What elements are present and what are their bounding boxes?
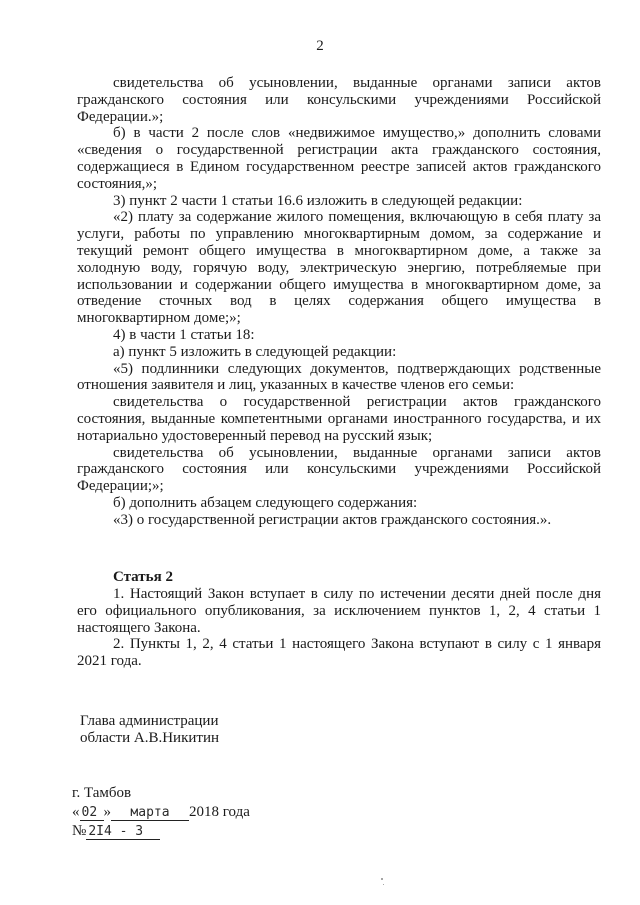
open-quote: «	[72, 804, 80, 820]
document-number: 2I4 - 3	[86, 824, 160, 840]
signature-title: Глава администрации	[80, 713, 219, 729]
paragraph: 1. Настоящий Закон вступает в силу по истечении десяти дней после дня его официального опубликования, за исключением пунктов 1, 2, 4 статьи 1 настоящего Закона.	[77, 586, 601, 636]
scan-speck	[383, 884, 384, 885]
date-day: 02	[80, 805, 104, 821]
city: г. Тамбов	[72, 785, 132, 801]
paragraph: б) в части 2 после слов «недвижимое имущество,» дополнить словами «сведения о государственной регистрации акта гражданского состояния, содержащиеся в Едином государственном реестре записей актов гражданского состояния,»;	[77, 125, 601, 192]
scan-speck	[381, 878, 383, 880]
page-number: 2	[316, 38, 324, 54]
date-line	[72, 803, 250, 821]
date-month: марта	[111, 805, 189, 821]
close-quote: »	[103, 804, 111, 820]
paragraph: свидетельства об усыновлении, выданные органами записи актов гражданского состояния или консульскими учреждениями Российской Федерации;»;	[77, 444, 601, 495]
paragraph: свидетельства о государственной регистрации актов гражданского состояния, выданные компетентными органами иностранного государства, и их нотариально удостоверенный перевод на русский язык;	[77, 394, 601, 444]
date-year: 2018 года	[189, 804, 250, 820]
article-heading: Статья 2	[113, 569, 173, 585]
paragraph: 4) в части 1 статьи 18:	[113, 326, 255, 343]
number-sign: №	[72, 823, 87, 839]
paragraph: «5) подлинники следующих документов, подтверждающих родственные отношения заявителя и лиц, указанных в качестве членов его семьи:	[77, 360, 601, 394]
place-date-block	[72, 784, 250, 840]
article-2-text	[77, 586, 601, 670]
signature-name: области А.В.Никитин	[80, 730, 220, 746]
signature-block	[80, 713, 219, 747]
number-line	[72, 822, 250, 840]
amendment-text	[77, 75, 601, 529]
paragraph: «2) плату за содержание жилого помещения, включающую в себя плату за услуги, работы по управлению многоквартирным домом, за содержание и текущий ремонт общего имущества в многоквартирном доме, а также за холодную воду, горячую воду, электрическую энергию, потребляемые при использовании и содержании общего имущества в многоквартирном доме, за отведение сточных вод в целях содержания общего имущества в многоквартирном доме;»;	[77, 209, 601, 327]
paragraph: 3) пункт 2 части 1 статьи 16.6 изложить в следующей редакции:	[113, 192, 523, 209]
paragraph: а) пункт 5 изложить в следующей редакции:	[113, 343, 397, 360]
paragraph: «3) о государственной регистрации актов гражданского состояния.».	[113, 511, 552, 528]
paragraph: свидетельства об усыновлении, выданные органами записи актов гражданского состояния или консульскими учреждениями Российской Федерации.»;	[77, 75, 601, 125]
paragraph: б) дополнить абзацем следующего содержания:	[113, 494, 418, 511]
paragraph: 2. Пункты 1, 2, 4 статьи 1 настоящего Закона вступают в силу с 1 января 2021 года.	[77, 636, 601, 670]
